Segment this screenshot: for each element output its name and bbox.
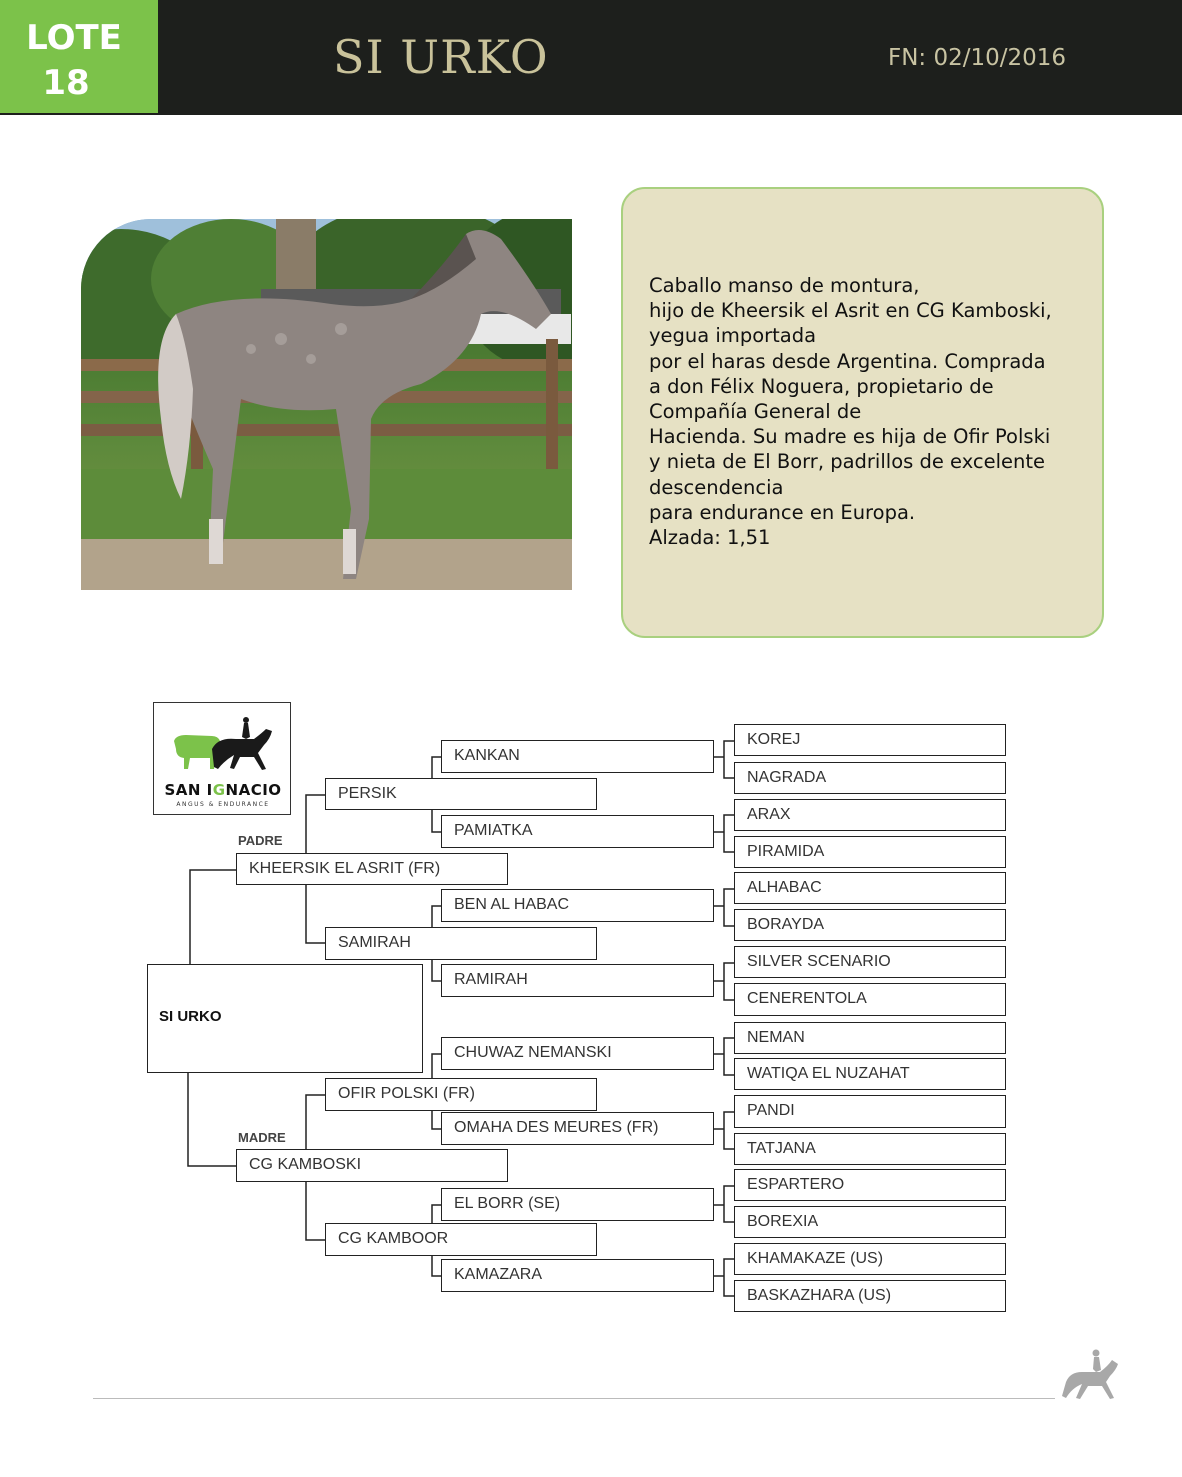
description-line: Compañía General de [649,400,862,424]
pedigree-ggg: KOREJ [734,724,1006,756]
birth-date: FN: 02/10/2016 [888,45,1067,71]
pedigree-ggg: TATJANA [734,1133,1006,1165]
pedigree-ggg: ALHABAC [734,872,1006,904]
page-title: SI URKO [333,30,549,84]
pedigree-great-grandparent: PAMIATKA [441,815,714,848]
description-line: descendencia [649,475,784,499]
logo-tagline: ANGUS & ENDURANCE [176,801,270,808]
description-line: a don Félix Noguera, propietario de [649,374,994,398]
pedigree-sire: KHEERSIK EL ASRIT (FR) [236,853,508,885]
pedigree-grandparent: CG KAMBOOR [325,1223,597,1256]
pedigree-ggg: PIRAMIDA [734,836,1006,868]
description-line: para endurance en Europa. [649,500,916,524]
pedigree-ggg: WATIQA EL NUZAHAT [734,1058,1006,1090]
pedigree-horse [147,964,423,1073]
pedigree-ggg: PANDI [734,1095,1006,1128]
padre-label: PADRE [238,833,283,848]
horse-rider-icon [1060,1348,1122,1402]
pedigree-ggg: KHAMAKAZE (US) [734,1243,1006,1275]
description-line: Caballo manso de montura, [649,274,920,297]
pedigree-ggg: NEMAN [734,1022,1006,1054]
pedigree-great-grandparent: KANKAN [441,740,714,773]
description-line: yegua importada [649,324,817,348]
pedigree-grandparent: SAMIRAH [325,927,597,960]
pedigree-great-grandparent: BEN AL HABAC [441,889,714,922]
footer-divider [93,1398,1055,1399]
pedigree-great-grandparent: RAMIRAH [441,964,714,997]
madre-label: MADRE [238,1130,286,1145]
pedigree-ggg: BASKAZHARA (US) [734,1280,1006,1312]
description-line: por el haras desde Argentina. Comprada [649,349,1046,373]
pedigree-great-grandparent: EL BORR (SE) [441,1188,714,1221]
pedigree-great-grandparent: CHUWAZ NEMANSKI [441,1037,714,1070]
pedigree-ggg: CENERENTOLA [734,983,1006,1016]
description-line: hijo de Kheersik el Asrit en CG Kamboski, [649,299,1052,323]
pedigree-great-grandparent: KAMAZARA [441,1259,714,1292]
lote-number: 18 [42,63,90,103]
pedigree-ggg: NAGRADA [734,762,1006,794]
description-line: Hacienda. Su madre es hija de Ofir Polski [649,425,1051,449]
lote-label: LOTE [26,18,122,58]
pedigree-ggg: ARAX [734,799,1006,831]
pedigree-ggg: ESPARTERO [734,1169,1006,1201]
pedigree-grandparent: PERSIK [325,778,597,810]
logo-brand: SAN IGNACIO [164,781,282,799]
pedigree-horse-name: SI URKO [159,1008,222,1025]
description-line: y nieta de El Borr, padrillos de excelente [649,450,1046,474]
pedigree-ggg: BOREXIA [734,1206,1006,1238]
pedigree-dam: CG KAMBOSKI [236,1149,508,1182]
pedigree-great-grandparent: OMAHA DES MEURES (FR) [441,1112,714,1145]
pedigree-grandparent: OFIR POLSKI (FR) [325,1078,597,1111]
description-line: Alzada: 1,51 [649,526,771,550]
pedigree-ggg: BORAYDA [734,909,1006,941]
pedigree-ggg: SILVER SCENARIO [734,946,1006,978]
